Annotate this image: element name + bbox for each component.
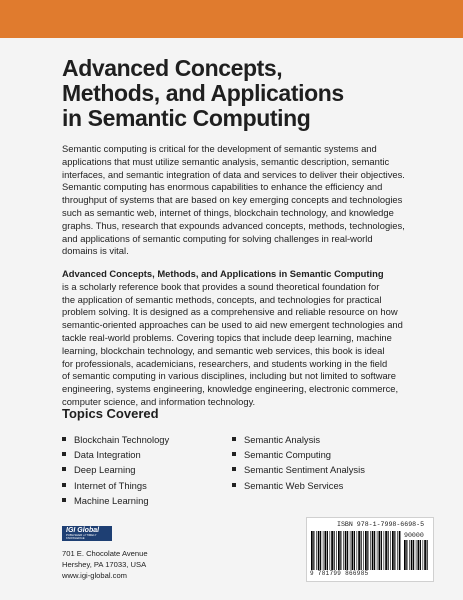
title-line: in Semantic Computing xyxy=(62,105,311,131)
bullet-icon xyxy=(232,467,236,471)
paragraph-line: Semantic computing has enormous capabilities to enhance the efficiency and xyxy=(62,181,383,193)
isbn-label: ISBN 978-1-7998-6698-5 xyxy=(337,521,425,528)
paragraph-line: and applications of semantic computing for solving challenges in real-world xyxy=(62,232,373,244)
barcode-digits: 9 781799 866985 xyxy=(310,570,369,577)
publisher-logo xyxy=(62,526,112,541)
paragraph-line: learning, blockchain technology, and semantic web services, this book is ideal xyxy=(62,344,385,356)
paragraph-line: Semantic computing is critical for the development of semantic systems and xyxy=(62,143,377,154)
topic-item xyxy=(62,478,169,493)
paragraph-line: is a scholarly reference book that provides a sound theoretical foundation for xyxy=(62,280,380,292)
bullet-icon xyxy=(62,452,66,456)
bullet-icon xyxy=(62,467,66,471)
bullet-icon xyxy=(62,483,66,487)
paragraph-line: tackle real-world problems. Covering topics that include deep learning, machine xyxy=(62,331,392,343)
topic-item xyxy=(62,462,169,477)
bullet-icon xyxy=(232,452,236,456)
topic-label: Semantic Web Services xyxy=(244,479,344,491)
paragraph-lead-title: Advanced Concepts, Methods, and Applications in Semantic Computing xyxy=(62,268,384,279)
paragraph-line: such as semantic web, internet of things, blockchain technology, and knowledge xyxy=(62,206,394,218)
addon-barcode-icon xyxy=(404,540,430,570)
paragraph-line: for professionals, academicians, researchers, and students working in the field xyxy=(62,357,388,369)
paragraph-line: graphs. Thus, research that expounds advanced concepts, methods, technologies, xyxy=(62,219,405,231)
paragraph-line: engineering, systems engineering, knowledge engineering, electronic commerce, xyxy=(62,383,399,395)
publisher-website: www.igi-global.com xyxy=(62,570,127,580)
description-paragraph-1 xyxy=(62,143,424,258)
paragraph-line: throughput of systems that are based on key emerging concepts and technologies xyxy=(62,194,403,206)
bullet-icon xyxy=(232,483,236,487)
topic-item xyxy=(232,462,365,477)
paragraph-line: of semantic computing in various disciplines, including but not limited to software xyxy=(62,370,397,382)
paragraph-line: the application of semantic methods, concepts, and technologies for practical xyxy=(62,293,382,305)
topic-label: Blockchain Technology xyxy=(74,434,170,445)
title-line: Methods, and Applications xyxy=(62,80,344,106)
topics-heading: Topics Covered xyxy=(62,406,159,421)
topic-label: Deep Learning xyxy=(74,464,136,476)
topic-item xyxy=(62,447,169,462)
title-line: Advanced Concepts, xyxy=(62,55,283,81)
paragraph-line: computer science, and information technology. xyxy=(62,395,256,407)
logo-tagline: PUBLISHER of TIMELY KNOWLEDGE xyxy=(66,532,97,540)
topic-label: Semantic Analysis xyxy=(244,434,321,445)
topic-label: Machine Learning xyxy=(74,494,149,506)
paragraph-line: semantic-oriented approaches can be used to aid new emergent technologies and xyxy=(62,319,403,331)
topic-label: Semantic Sentiment Analysis xyxy=(244,464,365,476)
isbn-barcode-box xyxy=(306,517,434,582)
barcode-icon xyxy=(311,531,401,570)
topic-item xyxy=(62,493,169,508)
topic-item xyxy=(232,432,365,447)
paragraph-line: applications that must utilize semantic analysis, semantic description, semantic xyxy=(62,155,390,167)
logo-name: IGI Global xyxy=(66,526,100,534)
bullet-icon xyxy=(232,437,236,441)
top-color-band xyxy=(0,0,463,38)
publisher-address xyxy=(62,549,148,581)
topic-label: Semantic Computing xyxy=(244,449,332,461)
price-code: 90000 xyxy=(404,532,424,539)
topic-label: Internet of Things xyxy=(74,479,147,491)
topic-item xyxy=(232,478,365,493)
topic-item xyxy=(62,432,169,447)
address-line: 701 E. Chocolate Avenue xyxy=(62,549,148,558)
address-line: Hershey, PA 17033, USA xyxy=(62,559,147,569)
bullet-icon xyxy=(62,498,66,502)
paragraph-line: interfaces, and semantic integration of data and services to deliver their objectives. xyxy=(62,168,405,180)
paragraph-line: problem solving. It is designed as a comprehensive and reliable resource on how xyxy=(62,306,398,318)
paragraph-line: domains is vital. xyxy=(62,245,129,257)
description-paragraph-2 xyxy=(62,268,424,409)
topic-label: Data Integration xyxy=(74,449,141,461)
bullet-icon xyxy=(62,437,66,441)
book-title xyxy=(62,56,422,131)
topics-list-left xyxy=(62,432,169,508)
topics-list-right xyxy=(232,432,365,493)
topic-item xyxy=(232,447,365,462)
